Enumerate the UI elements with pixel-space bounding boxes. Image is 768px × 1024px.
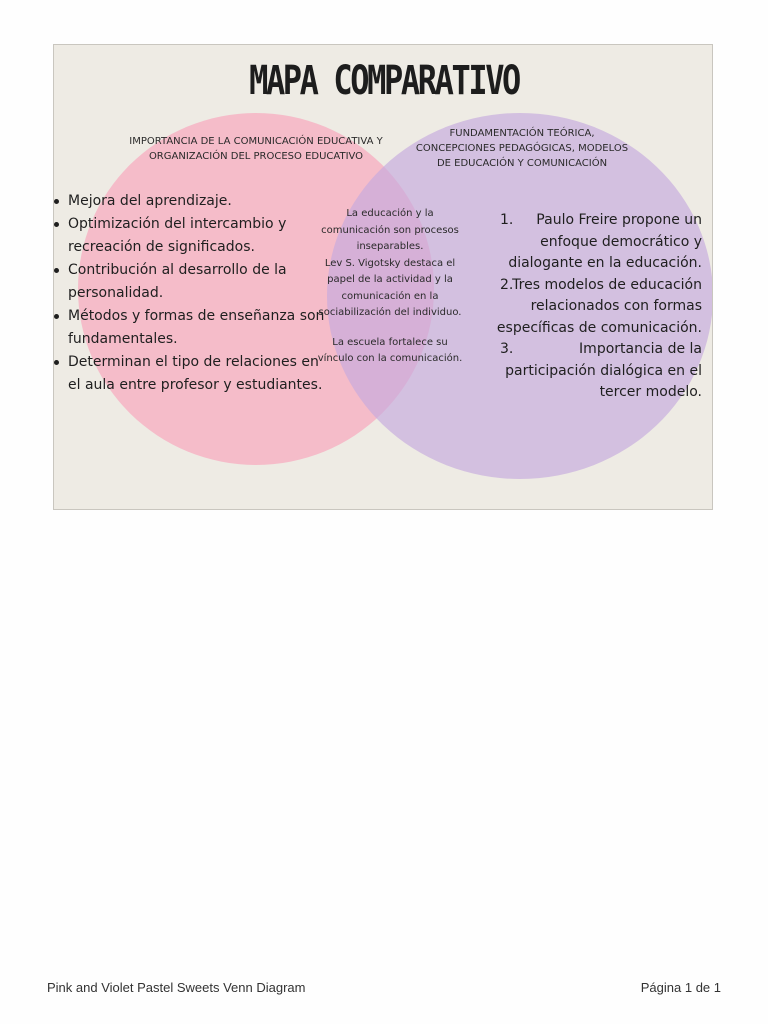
left-set-item: Métodos y formas de enseñanza son fundamentales. bbox=[68, 305, 330, 351]
intersection-paragraph: Lev S. Vigotsky destaca el papel de la actividad y la comunicación en la sociabilización del individuo. bbox=[318, 257, 462, 318]
left-set-item: Determinan el tipo de relaciones en el aula entre profesor y estudiantes. bbox=[68, 351, 330, 397]
left-set-label-line: IMPORTANCIA DE LA COMUNICACIÓN EDUCATIVA Y bbox=[129, 136, 383, 147]
right-set-label-line: DE EDUCACIÓN Y COMUNICACIÓN bbox=[436, 158, 608, 169]
intersection-paragraph: La escuela fortalece su vínculo con la comunicación. bbox=[317, 336, 463, 364]
right-set-item-number: 2. bbox=[500, 276, 514, 293]
venn-diagram-slide bbox=[53, 44, 713, 510]
right-set-label-line: CONCEPCIONES PEDAGÓGICAS, MODELOS bbox=[415, 143, 629, 154]
diagram-title: MAPA COMPARATIVO bbox=[249, 58, 519, 104]
document-title: Pink and Violet Pastel Sweets Venn Diagram bbox=[47, 980, 306, 995]
left-set-item: Optimización del intercambio y recreación de significados. bbox=[68, 213, 330, 259]
right-set-item bbox=[490, 210, 702, 275]
left-set-item: Mejora del aprendizaje. bbox=[68, 190, 330, 213]
right-set-item-text: Importancia de la participación dialógica en el tercer modelo. bbox=[505, 341, 702, 400]
left-set-label bbox=[126, 134, 386, 164]
right-set-label-line: FUNDAMENTACIÓN TEÓRICA, bbox=[449, 128, 595, 139]
intersection-paragraph: La educación y la comunicación son procesos inseparables. bbox=[321, 208, 459, 252]
intersection-spacer bbox=[314, 322, 466, 335]
left-set-list bbox=[54, 190, 330, 397]
left-set-label-line: ORGANIZACIÓN DEL PROCESO EDUCATIVO bbox=[148, 151, 364, 162]
right-set-list bbox=[490, 210, 702, 404]
right-set-item bbox=[490, 339, 702, 404]
right-set-item-text: Paulo Freire propone un enfoque democrático y dialogante en la educación. bbox=[508, 212, 702, 271]
right-set-label bbox=[406, 126, 638, 171]
right-set-item-text: Tres modelos de educación relacionados con formas específicas de comunicación. bbox=[496, 276, 702, 336]
page-indicator: Página 1 de 1 bbox=[640, 980, 721, 995]
right-set-item bbox=[490, 275, 702, 340]
left-set-item: Contribución al desarrollo de la personalidad. bbox=[68, 259, 330, 305]
intersection-text bbox=[314, 206, 466, 368]
right-set-item-number: 1. bbox=[500, 212, 514, 228]
right-set-item-number: 3. bbox=[500, 341, 514, 357]
